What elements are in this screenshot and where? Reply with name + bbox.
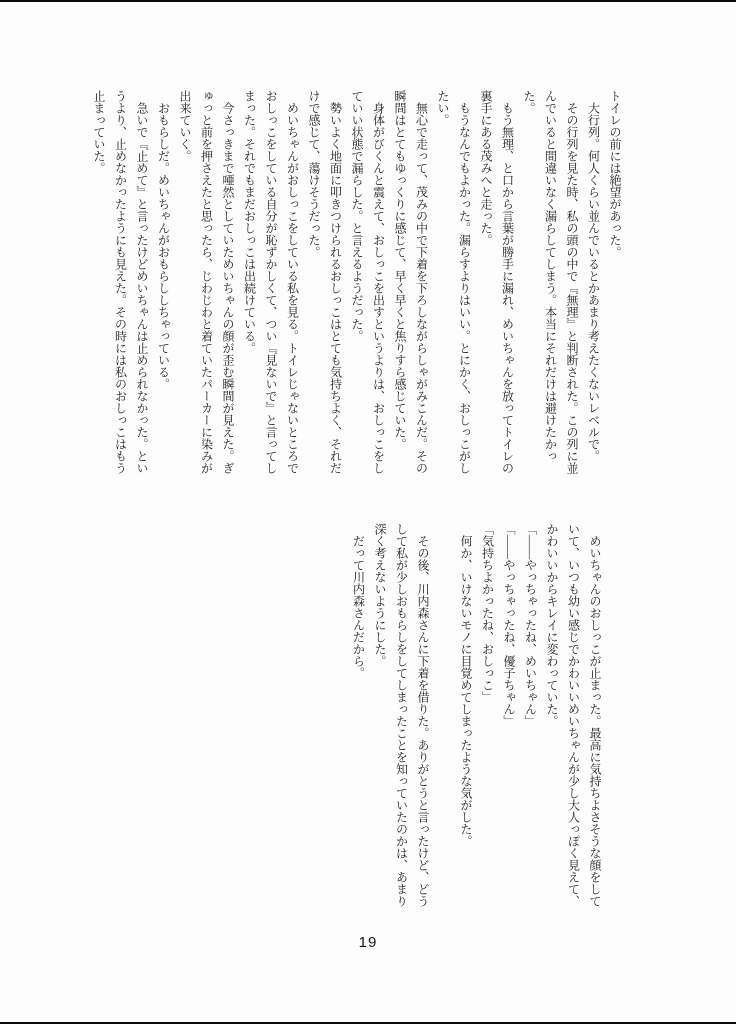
text-line: 勢いよく地面に叩きつけられるおしっこはとても気持ちよく、それだけで感じて、蕩けそうだった。 <box>307 90 343 474</box>
text-line: その行列を見た時、私の頭の中で『無理』と判断された。この列に並んでいると間違いなく漏らしてしまう。本当にそれだけは避けたかった。 <box>522 90 579 474</box>
text-line: 「――やっちゃったね、めいちゃん」 <box>523 523 538 727</box>
text-line: めいちゃんがおしっこをしている私を見る。トイレじゃないところでおしっこをしている自分が恥ずかしくて、つい『見ないで』と言ってしまった。それでもまだおしっこは出続けている。 <box>242 90 300 474</box>
text-line: 身体がびくんと震えて、おしっこを出すというよりは、おしっこをしていい状態で漏らした。と言えるようだった。 <box>350 90 386 474</box>
text-line: トイレの前には絶望があった。 <box>608 90 622 258</box>
text-line: めいちゃんのおしっこが止まった。最高に気持ちよさそうな顔をしていて、いつも幼い感じでかわいいめいちゃんが少し大人っぽく見えて、かわいいからキレイに変わっていた。 <box>545 523 602 907</box>
text-line: 急いで『止めて』と言ったけどめいちゃんは止められなかった。というより、止めなかったようにも見えた。その時には私のおしっこはもう止まっていた。 <box>92 90 149 474</box>
text-line: その後、川内森さんに下着を借りた。ありがとうと言ったけど、どうして私が少しおもらしをしてしまったことを知っていたのかは、あまり深く考えないようにした。 <box>373 523 430 907</box>
text-line: もう無理、と口から言葉が勝手に漏れ、めいちゃんを放ってトイレの裏手にある茂みへと走った。 <box>479 90 515 474</box>
text-line: だって川内森さんだから。 <box>351 535 366 679</box>
text-line: もうなんでもよかった。漏らすよりはいい。とにかく、おしっこがしたい。 <box>436 90 472 474</box>
text-line: 無心で走って、茂みの中で下着を下ろしながらしゃがみこんだ。その瞬間はとてもゆっくりに感じて、早く早くと焦りすら感じていた。 <box>393 90 429 474</box>
page-number: 19 <box>358 934 378 951</box>
text-block-lower <box>347 523 605 907</box>
text-line: 何か、いけないモノに目覚めてしまったような気がした。 <box>459 535 473 847</box>
text-line: 今さっきまで唖然としていためいちゃんの顔が歪む瞬間が見えた。ぎゅっと前を押さえたと思ったら、じわじわと着ていたパーカーに染みが出来ていく。 <box>178 90 235 474</box>
text-block-upper <box>88 90 626 474</box>
text-line: 「気持ちよかったね、おしっこ」 <box>480 523 495 703</box>
text-line: 「――やっちゃったね、優子ちゃん」 <box>502 523 516 727</box>
text-line: 大行列。何人くらい並んでいるとかあまり考えたくないレベルで。 <box>586 102 601 462</box>
page-edge-top <box>0 0 736 2</box>
text-line: おもらしだ。めいちゃんがおもらししちゃっている。 <box>156 102 171 390</box>
